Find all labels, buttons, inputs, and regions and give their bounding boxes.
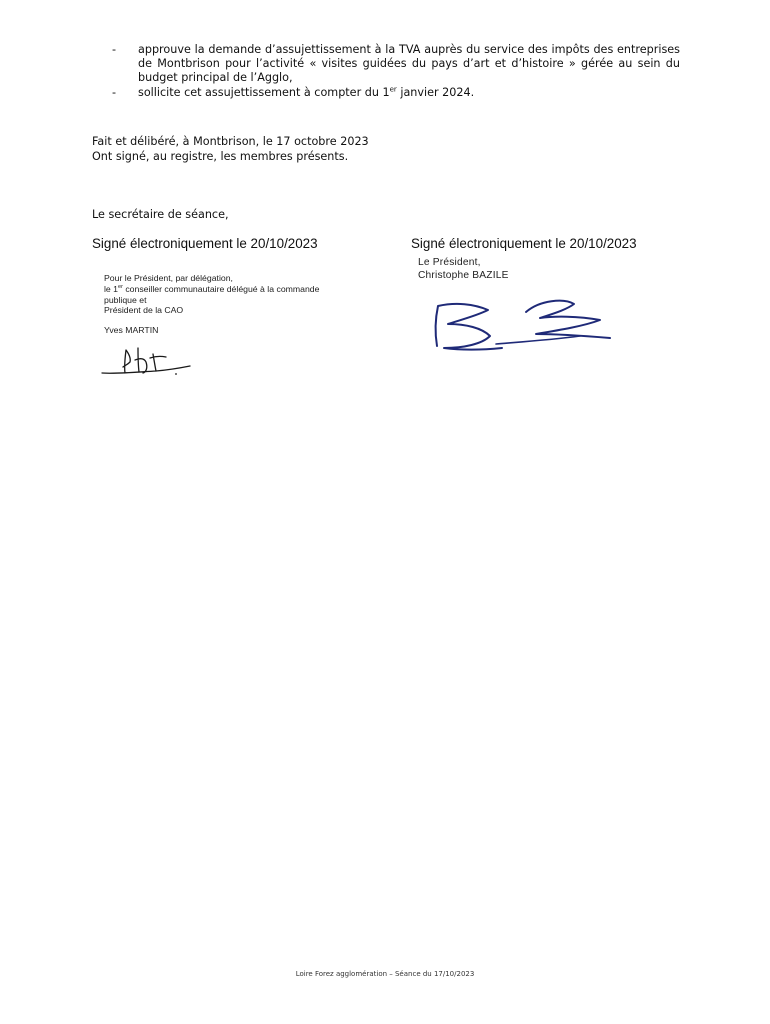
- page-footer: Loire Forez agglomération – Séance du 17/10/2023: [295, 970, 475, 978]
- bullet-text: [138, 86, 680, 100]
- delegation-text-part: conseiller communautaire délégué à la commande: [122, 283, 320, 294]
- list-item: [112, 43, 680, 86]
- president-block: [418, 256, 509, 282]
- delegation-line: publique et: [104, 294, 147, 305]
- delegation-line: Pour le Président, par délégation,: [104, 273, 233, 283]
- signed-line-date: Fait et délibéré, à Montbrison, le 17 octobre 2023: [92, 135, 369, 148]
- delegation-line: [104, 284, 319, 295]
- signed-statement: [92, 135, 369, 164]
- handwritten-signature-left: [98, 340, 194, 380]
- delegation-block: [104, 273, 319, 316]
- bullet-dash: -: [112, 85, 117, 99]
- signed-line-members: Ont signé, au registre, les membres présents.: [92, 149, 349, 163]
- decision-list: [112, 43, 680, 100]
- bullet-text-part: janvier 2024.: [396, 85, 475, 99]
- electronic-signature-right: Signé électroniquement le 20/10/2023: [411, 236, 637, 251]
- bullet-text-part: sollicite cet assujettissement à compter du 1: [138, 85, 390, 99]
- delegation-line: Président de la CAO: [104, 305, 184, 316]
- president-title: Le Président,: [418, 257, 481, 268]
- ordinal-suffix: er: [389, 84, 397, 93]
- secretary-label: Le secrétaire de séance,: [92, 208, 229, 221]
- bullet-dash: -: [112, 43, 117, 56]
- handwritten-signature-right: [430, 294, 614, 356]
- bullet-text: approuve la demande d’assujettissement à la TVA auprès du service des impôts des entreprises de Montbrison pour l’activité « visites guidées du pays d’art et d’histoire » gérée au sein du budget principal de l’Agglo,: [138, 43, 680, 85]
- president-name: Christophe BAZILE: [418, 270, 509, 282]
- signatory-name-left: Yves MARTIN: [104, 325, 159, 335]
- ordinal-suffix: er: [118, 283, 123, 290]
- list-item: [112, 86, 680, 100]
- delegation-text-part: le 1: [104, 283, 119, 294]
- electronic-signature-left: Signé électroniquement le 20/10/2023: [92, 236, 318, 251]
